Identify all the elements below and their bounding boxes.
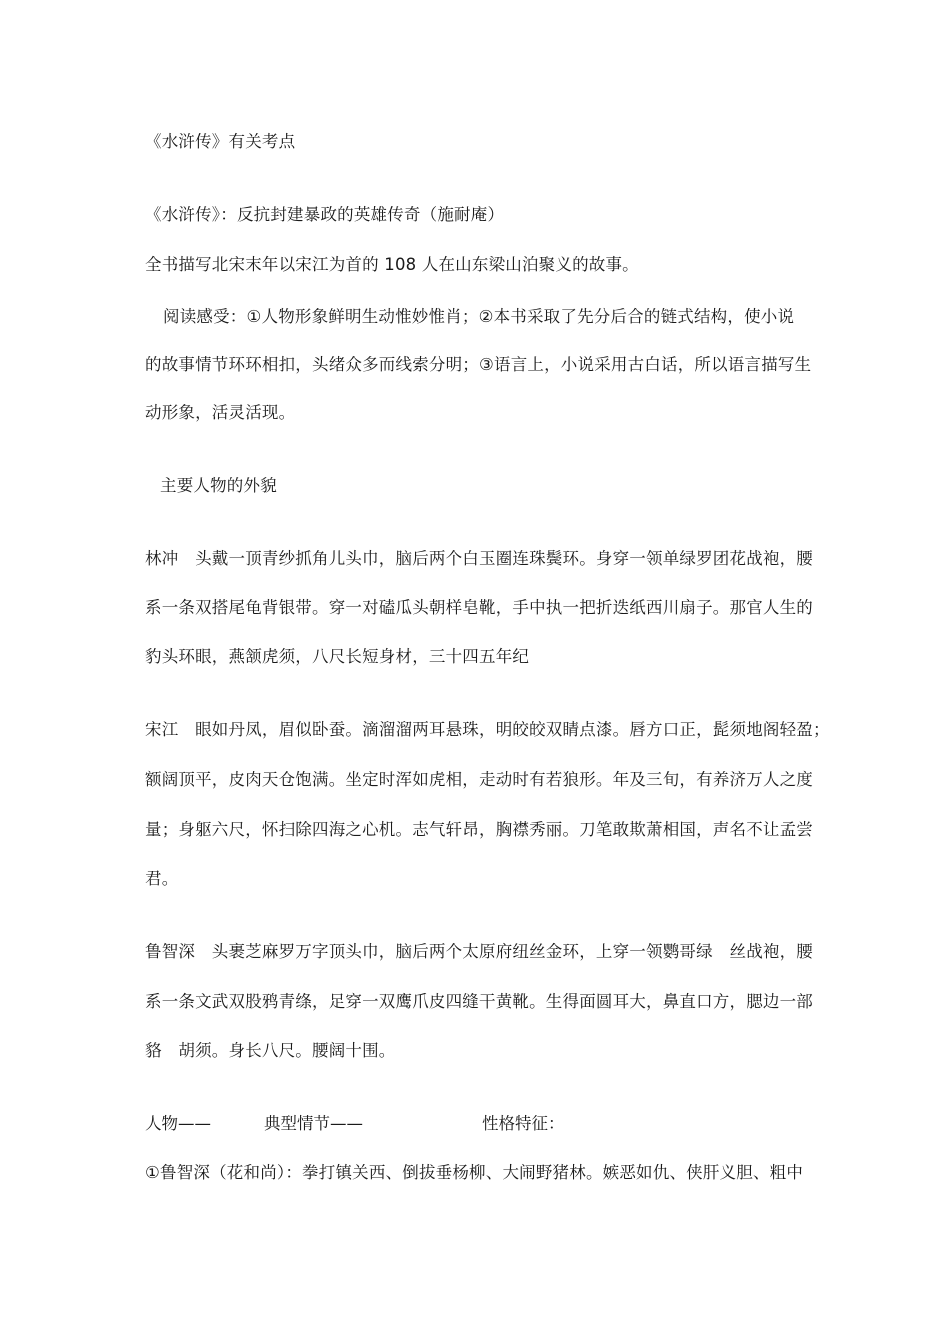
song-jiang-line: 额阔顶平，皮肉天仓饱满。坐定时浑如虎相，走动时有若狼形。年及三旬，有养济万人之度 bbox=[145, 770, 813, 789]
reading-line: 动形象，活灵活现。 bbox=[145, 403, 296, 422]
song-jiang-line: 量；身躯六尺，怀扫除四海之心机。志气轩昂，胸襟秀丽。刀笔敢欺萧相国，声名不让孟尝 bbox=[145, 820, 813, 839]
doc-title: 《水浒传》有关考点 bbox=[145, 132, 296, 151]
appearance-heading: 主要人物的外貌 bbox=[160, 476, 277, 495]
song-jiang-line: 宋江 眼如丹凤，眉似卧蚕。滴溜溜两耳悬珠，明皎皎双睛点漆。唇方口正，髭须地阁轻盈； bbox=[145, 720, 830, 739]
lin-chong-line: 系一条双搭尾龟背银带。穿一对磕瓜头朝样皂靴，手中执一把折迭纸西川扇子。那官人生的 bbox=[145, 598, 813, 617]
character-row: ①鲁智深（花和尚）：拳打镇关西、倒拔垂杨柳、大闹野猪林。嫉恶如仇、侠肝义胆、粗中 bbox=[145, 1163, 804, 1182]
section-heading: 《水浒传》：反抗封建暴政的英雄传奇（施耐庵） bbox=[145, 205, 505, 224]
header-plot: 典型情节—— bbox=[264, 1114, 363, 1133]
lu-zhishen-line: 貉 胡须。身长八尺。腰阔十围。 bbox=[145, 1041, 396, 1060]
header-trait: 性格特征： bbox=[482, 1114, 565, 1133]
lin-chong-line: 林冲 头戴一顶青纱抓角儿头巾，脑后两个白玉圈连珠鬓环。身穿一领单绿罗团花战袍，腰 bbox=[145, 549, 813, 568]
lu-zhishen-line: 鲁智深 头裹芝麻罗万字顶头巾，脑后两个太原府纽丝金环，上穿一领鹦哥绿 丝战袍，腰 bbox=[145, 942, 813, 961]
reading-line: 的故事情节环环相扣，头绪众多而线索分明；③语言上，小说采用古白话，所以语言描写生 bbox=[145, 355, 812, 374]
summary-line: 全书描写北宋末年以宋江为首的 108 人在山东梁山泊聚义的故事。 bbox=[145, 255, 639, 274]
reading-line: 阅读感受：①人物形象鲜明生动惟妙惟肖；②本书采取了先分后合的链式结构，使小说 bbox=[163, 307, 795, 326]
lu-zhishen-line: 系一条文武双股鸦青绦，足穿一双鹰爪皮四缝干黄靴。生得面圆耳大，鼻直口方，腮边一部 bbox=[145, 992, 813, 1011]
header-character: 人物—— bbox=[145, 1114, 211, 1133]
song-jiang-line: 君。 bbox=[145, 869, 179, 888]
lin-chong-line: 豹头环眼，燕颔虎须，八尺长短身材，三十四五年纪 bbox=[145, 647, 530, 666]
